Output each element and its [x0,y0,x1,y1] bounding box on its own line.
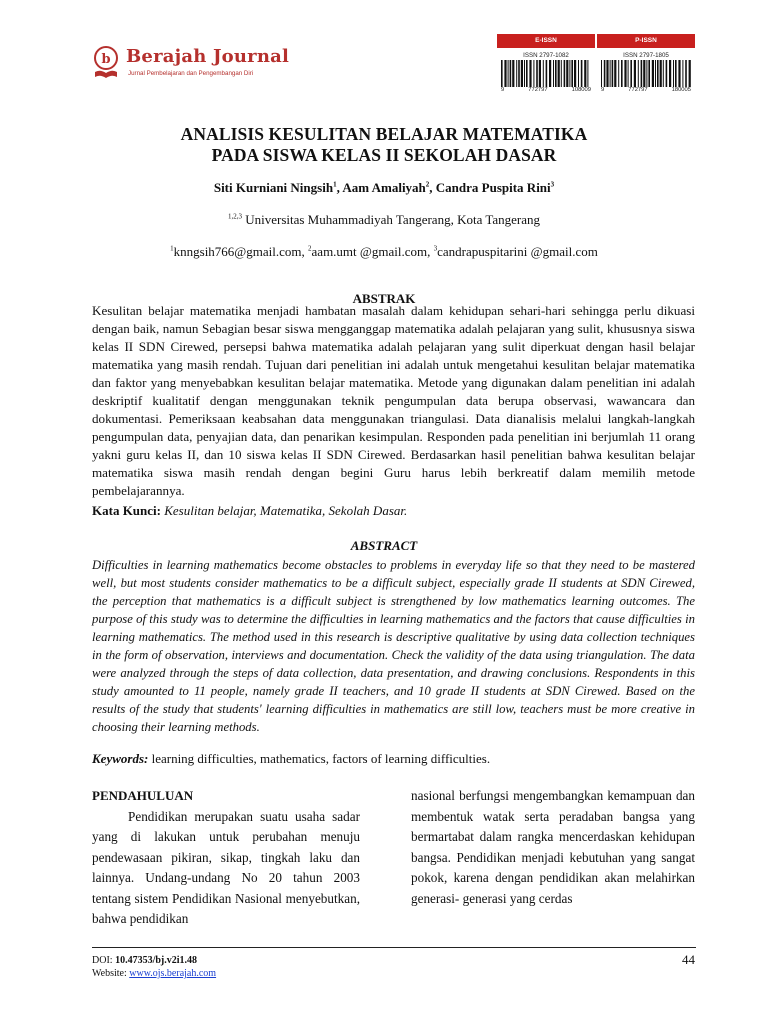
author-emails: $^1$knngsih766@gmail.com, $^2$aam.umt @gmail.com, $^3$candrapuspitarini @gmail.com [170,244,598,259]
barcode-bar [555,60,557,87]
pissn-number: ISSN 2797-1805 [623,52,669,59]
eissn-barcode [501,60,591,87]
barcode-bar [660,60,662,87]
eissn-barcode-digits: 9 772797 108009 [501,87,591,93]
barcode-bar [516,60,517,87]
journal-logo [92,44,292,84]
title-line-1: ANALISIS KESULITAN BELAJAR MATEMATIKA [180,124,588,144]
author-name: Aam Amaliyah [342,180,426,195]
barcode-bar [564,60,566,87]
barcode-bar [601,60,602,87]
barcode-bar [606,60,608,87]
barcode-bar [521,60,523,87]
body-column-right [411,786,695,909]
pissn-barcode-digits: 9 772797 180005 [601,87,691,93]
author-name: Candra Puspita Rini [435,180,551,195]
barcode-bar [536,60,538,87]
barcode-bar [584,60,586,87]
barcode-bar [524,60,525,87]
doi: DOI: 10.47353/bj.v2i1.48 [92,955,198,966]
barcode-bar [539,60,541,87]
paper-title [60,124,708,166]
issn-block [497,34,695,94]
barcode-bar [628,60,629,87]
barcode-bar [614,60,616,87]
barcode-bar [673,60,674,87]
barcode-bar [666,60,668,87]
barcode-bar [646,60,647,87]
section-heading: PENDAHULUAN [92,788,194,803]
barcode-bar [634,60,636,87]
abstract-heading: ABSTRACT [350,538,418,553]
barcode-bar [574,60,576,87]
barcode-bar [581,60,583,87]
paragraph: nasional berfungsi mengembangkan kemampuan dan membentuk watak serta peradaban bangsa yang bermartabat dalam rangka mencerdaskan kehidupan bangsa. Pendidikan menjadi kebutuhan yang sangat pokok, karena dengan pendidikan akan melahirkan generasi- generasi yang cerdas [411,788,695,906]
journal-name: Berajah Journal [126,46,290,67]
barcode-bar [630,60,632,87]
journal-tagline: Jurnal Pembelajaran dan Pengembangan Diri [128,70,254,77]
book-logo-icon [92,44,120,80]
barcode-bar [510,60,512,87]
barcode-bar [566,60,568,87]
barcode-bar [663,60,664,87]
barcode-bar [678,60,680,87]
barcode-bar [657,60,659,87]
barcode-bar [558,60,560,87]
barcode-bar [526,60,528,87]
abstrak-keywords: Kata Kunci: Kesulitan belajar, Matematika, Sekolah Dasar. [92,503,408,518]
svg-text:b: b [101,52,111,67]
barcode-bar [578,60,579,87]
website: Website: www.ojs.berajah.com [92,968,217,979]
barcode-bar [587,60,588,87]
pissn-label: P-ISSN [597,34,695,48]
barcode-bar [549,60,551,87]
barcode-bar [652,60,654,87]
barcode-bar [682,60,683,87]
abstract-body: Difficulties in learning mathematics become obstacles to problems in everyday life so that they need to be mastered well, but most students consider mathematics to be a difficult subject, especially grade II students at SDN Cirewed, the perception that mathematics is a difficult subject is strengthened by low mathematics learning outcomes. The purpose of this study was to determine the difficulties in learning mathematics and the factors that cause difficulties in learning mathematics. The method used in this research is descriptive qualitative by using data collection techniques in the form of observation, interviews and documentation. Check the validity of the data using triangulation. The data were analyzed through the steps of data collection, data presentation, and drawing conclusions. Respondents in this study amounted to 11 people, namely grade II teachers, and 10 grade II students at SDN Cirewed. Based on the results of the study that students' learning difficulties in mathematics are still low, teachers must be more creative in choosing their learning methods. [92,558,695,734]
author-list: Siti Kurniani Ningsih$^1$, Aam Amaliyah$^2$, Candra Puspita Rini$^3$ [213,180,555,195]
barcode-bar [504,60,506,87]
barcode-bar [612,60,614,87]
paragraph: Pendidikan merupakan suatu usaha sadar yang di lakukan untuk perubahan menuju pendewasaan pikiran, sikap, tingkah laku dan lainnya. Undang-undang No 20 tahun 2003 tentang sistem Pendidikan Nasional menyebutkan, bahwa pendidikan [92,808,360,926]
barcode-bar [604,60,606,87]
affiliation: $^{1,2,3}$ Universitas Muhammadiyah Tangerang, Kota Tangerang [227,212,541,227]
title-line-2: PADA SISWA KELAS II SEKOLAH DASAR [211,145,557,165]
page-number: 44 [682,952,695,967]
barcode-bar [529,60,531,87]
author-name: Siti Kurniani Ningsih [213,180,334,195]
pissn-barcode [601,60,691,87]
barcode-bar [610,60,611,87]
barcode-bar [543,60,544,87]
barcode-bar [641,60,643,87]
barcode-bar [508,60,509,87]
barcode-bar [638,60,639,87]
barcode-bar [685,60,687,87]
barcode-bar [561,60,562,87]
eissn-number: ISSN 2797-1082 [523,52,569,59]
barcode-bar [553,60,554,87]
abstract-keywords: Keywords: learning difficulties, mathematics, factors of learning difficulties. [92,751,491,766]
website-link[interactable]: www.ojs.berajah.com [129,968,217,979]
abstrak-heading: ABSTRAK [352,291,416,306]
barcode-bar [512,60,514,87]
abstrak-body: Kesulitan belajar matematika menjadi hambatan masalah dalam kehidupan sehari-hari sehingga perlu dikuasi dengan baik, namun Sebagian besar siswa mengganggap matematika adalah pelajaran yang sulit, khususnya siswa kelas II SDN Cirewed, persepsi bahwa matematika adalah pelajaran yang sulit diperkuat dengan hasil belajar matematika yang masih rendah. Tujuan dari penelitian ini adalah untuk mengetahui kesulitan belajar matematika dan faktor yang menyebabkan kesulitan belajar matematika. Metode yang digunakan dalam penelitian ini adalah deskriptif kualitatif dengan menggunakan teknik pengumpulan data berupa observasi, wawancara dan dokumentasi. Pemeriksaan keabsahan data menggunakan triangulasi. Data dianalisis melalui langkah-langkah pengumpulan data, penyajian data, dan penarikan kesimpulan. Responden pada penelitian ini berjumlah 11 orang yakni guru kelas II, dan 10 siswa kelas II SDN Cirewed. Berdasarkan hasil penelitian bahwa kesulitan belajar matematika siswa masih rendah dengan begini Guru harus lebih berkreatif dalam memilih metode pembelajarannya. [92,303,695,498]
barcode-bar [689,60,691,87]
barcode-bar [518,60,520,87]
barcode-bar [571,60,573,87]
barcode-bar [621,60,623,87]
barcode-bar [675,60,677,87]
barcode-bar [546,60,548,87]
barcode-bar [624,60,626,87]
barcode-bar [618,60,619,87]
footer-rule [92,947,696,948]
barcode-bar [569,60,570,87]
barcode-bar [501,60,503,87]
barcode-bar [669,60,671,87]
barcode-bar [533,60,534,87]
barcode-bar [648,60,650,87]
eissn-label: E-ISSN [497,34,595,48]
barcode-bar [643,60,645,87]
body-column-left [92,786,360,930]
barcode-bar [655,60,656,87]
